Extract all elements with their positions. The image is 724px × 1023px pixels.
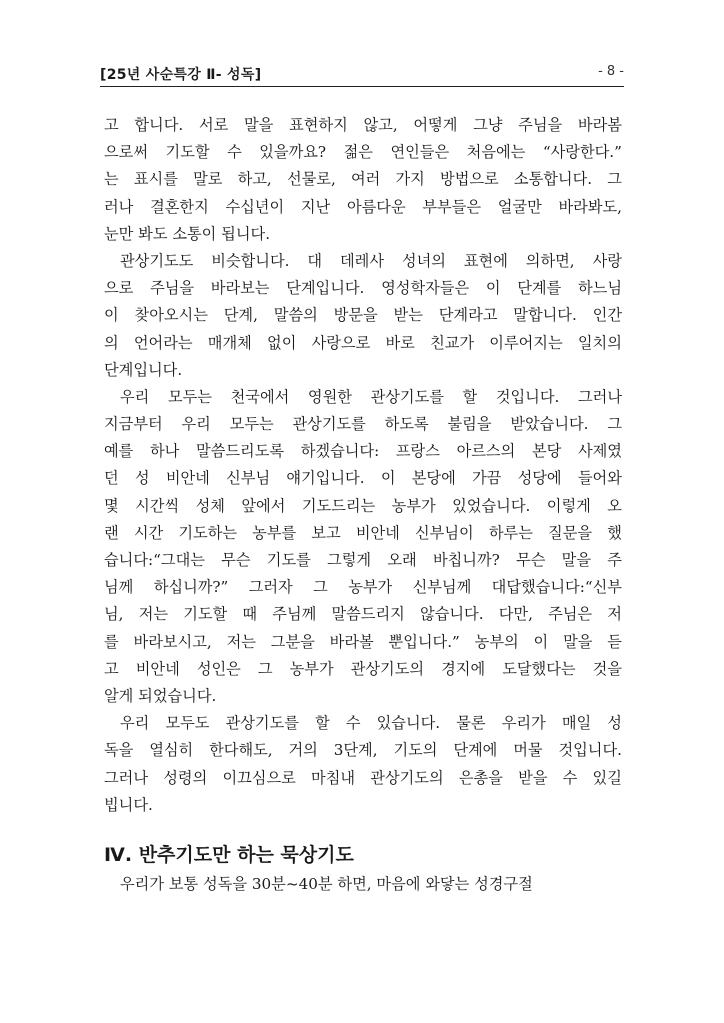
section-heading: Ⅳ. 반추기도만 하는 묵상기도 <box>104 843 354 866</box>
text-line: 빕니다. <box>104 795 153 814</box>
text-line: 고 비안네 성인은 그 농부가 관상기도의 경지에 도달했다는 것을 <box>104 659 622 678</box>
text-line: 독을 열심히 한다해도, 거의 3단계, 기도의 단계에 머물 것입니다. <box>104 741 622 760</box>
text-line: 몇 시간씩 성체 앞에서 기도드리는 농부가 있었습니다. 이렇게 오 <box>104 496 622 515</box>
text-line: 관상기도도 비슷합니다. 대 데레사 성녀의 표현에 의하면, 사랑 <box>120 251 622 270</box>
page-header <box>100 62 624 87</box>
text-line: 단계입니다. <box>104 360 183 379</box>
text-line: 던 성 비안네 신부님 얘기입니다. 이 본당에 가끔 성당에 들어와 <box>104 469 622 488</box>
paragraph <box>104 384 622 710</box>
text-line: 이 찾아오시는 단계, 말씀의 방문을 받는 단계라고 말합니다. 인간 <box>104 306 622 325</box>
text-line: 으로써 기도할 수 있을까요? 젊은 연인들은 처음에는 “사랑한다.” <box>104 143 622 162</box>
text-line: 습니다:“그대는 무슨 기도를 그렇게 오래 바칩니까? 무슨 말을 주 <box>104 551 622 569</box>
text-line: 랜 시간 기도하는 농부를 보고 비안네 신부님이 하루는 질문을 했 <box>104 523 622 542</box>
paragraph <box>104 710 622 819</box>
text-line: 우리 모두도 관상기도를 할 수 있습니다. 물론 우리가 매일 성 <box>120 714 622 733</box>
text-line: 님께 하십니까?” 그러자 그 농부가 신부님께 대답했습니다:“신부 <box>104 578 622 597</box>
paragraphs <box>104 112 622 819</box>
document-title: [25년 사순특강 Ⅱ- 성독] <box>100 67 262 83</box>
text-line: 의 언어라는 매개체 없이 사랑으로 바로 친교가 이루어지는 일치의 <box>104 333 622 352</box>
section-paragraph <box>104 871 622 898</box>
paragraph <box>104 871 622 898</box>
page-number: - 8 - <box>598 64 624 79</box>
text-line: 고 합니다. 서로 말을 표현하지 않고, 어떻게 그냥 주님을 바라봄 <box>104 116 622 134</box>
text-line: 알게 되었습니다. <box>104 686 217 705</box>
paragraph <box>104 248 622 384</box>
text-line: 는 표시를 말로 하고, 선물로, 여러 가지 방법으로 소통합니다. 그 <box>104 170 622 189</box>
text-line: 으로 주님을 바라보는 단계입니다. 영성학자들은 이 단계를 하느님 <box>104 279 622 298</box>
text-line: 님, 저는 기도할 때 주님께 말씀드리지 않습니다. 다만, 주님은 저 <box>104 605 622 624</box>
text-line: 를 바라보시고, 저는 그분을 바라볼 뿐입니다.” 농부의 이 말을 듣 <box>104 632 622 651</box>
document-body <box>104 112 622 898</box>
text-line: 지금부터 우리 모두는 관상기도를 하도록 불림을 받았습니다. 그 <box>104 415 622 434</box>
text-line: 예를 하나 말씀드리도록 하겠습니다: 프랑스 아르스의 본당 사제였 <box>104 442 622 461</box>
text-line: 우리 모두는 천국에서 영원한 관상기도를 할 것입니다. 그러나 <box>120 387 622 406</box>
text-line: 우리가 보통 성독을 30분~40분 하면, 마음에 와닿는 성경구절 <box>120 874 533 893</box>
text-line: 눈만 봐도 소통이 됩니다. <box>104 224 271 243</box>
text-line: 그러나 성령의 이끄심으로 마침내 관상기도의 은총을 받을 수 있길 <box>104 768 622 787</box>
text-line: 러나 결혼한지 수십년이 지난 아름다운 부부들은 얼굴만 바라봐도, <box>104 197 622 216</box>
paragraph <box>104 112 622 248</box>
